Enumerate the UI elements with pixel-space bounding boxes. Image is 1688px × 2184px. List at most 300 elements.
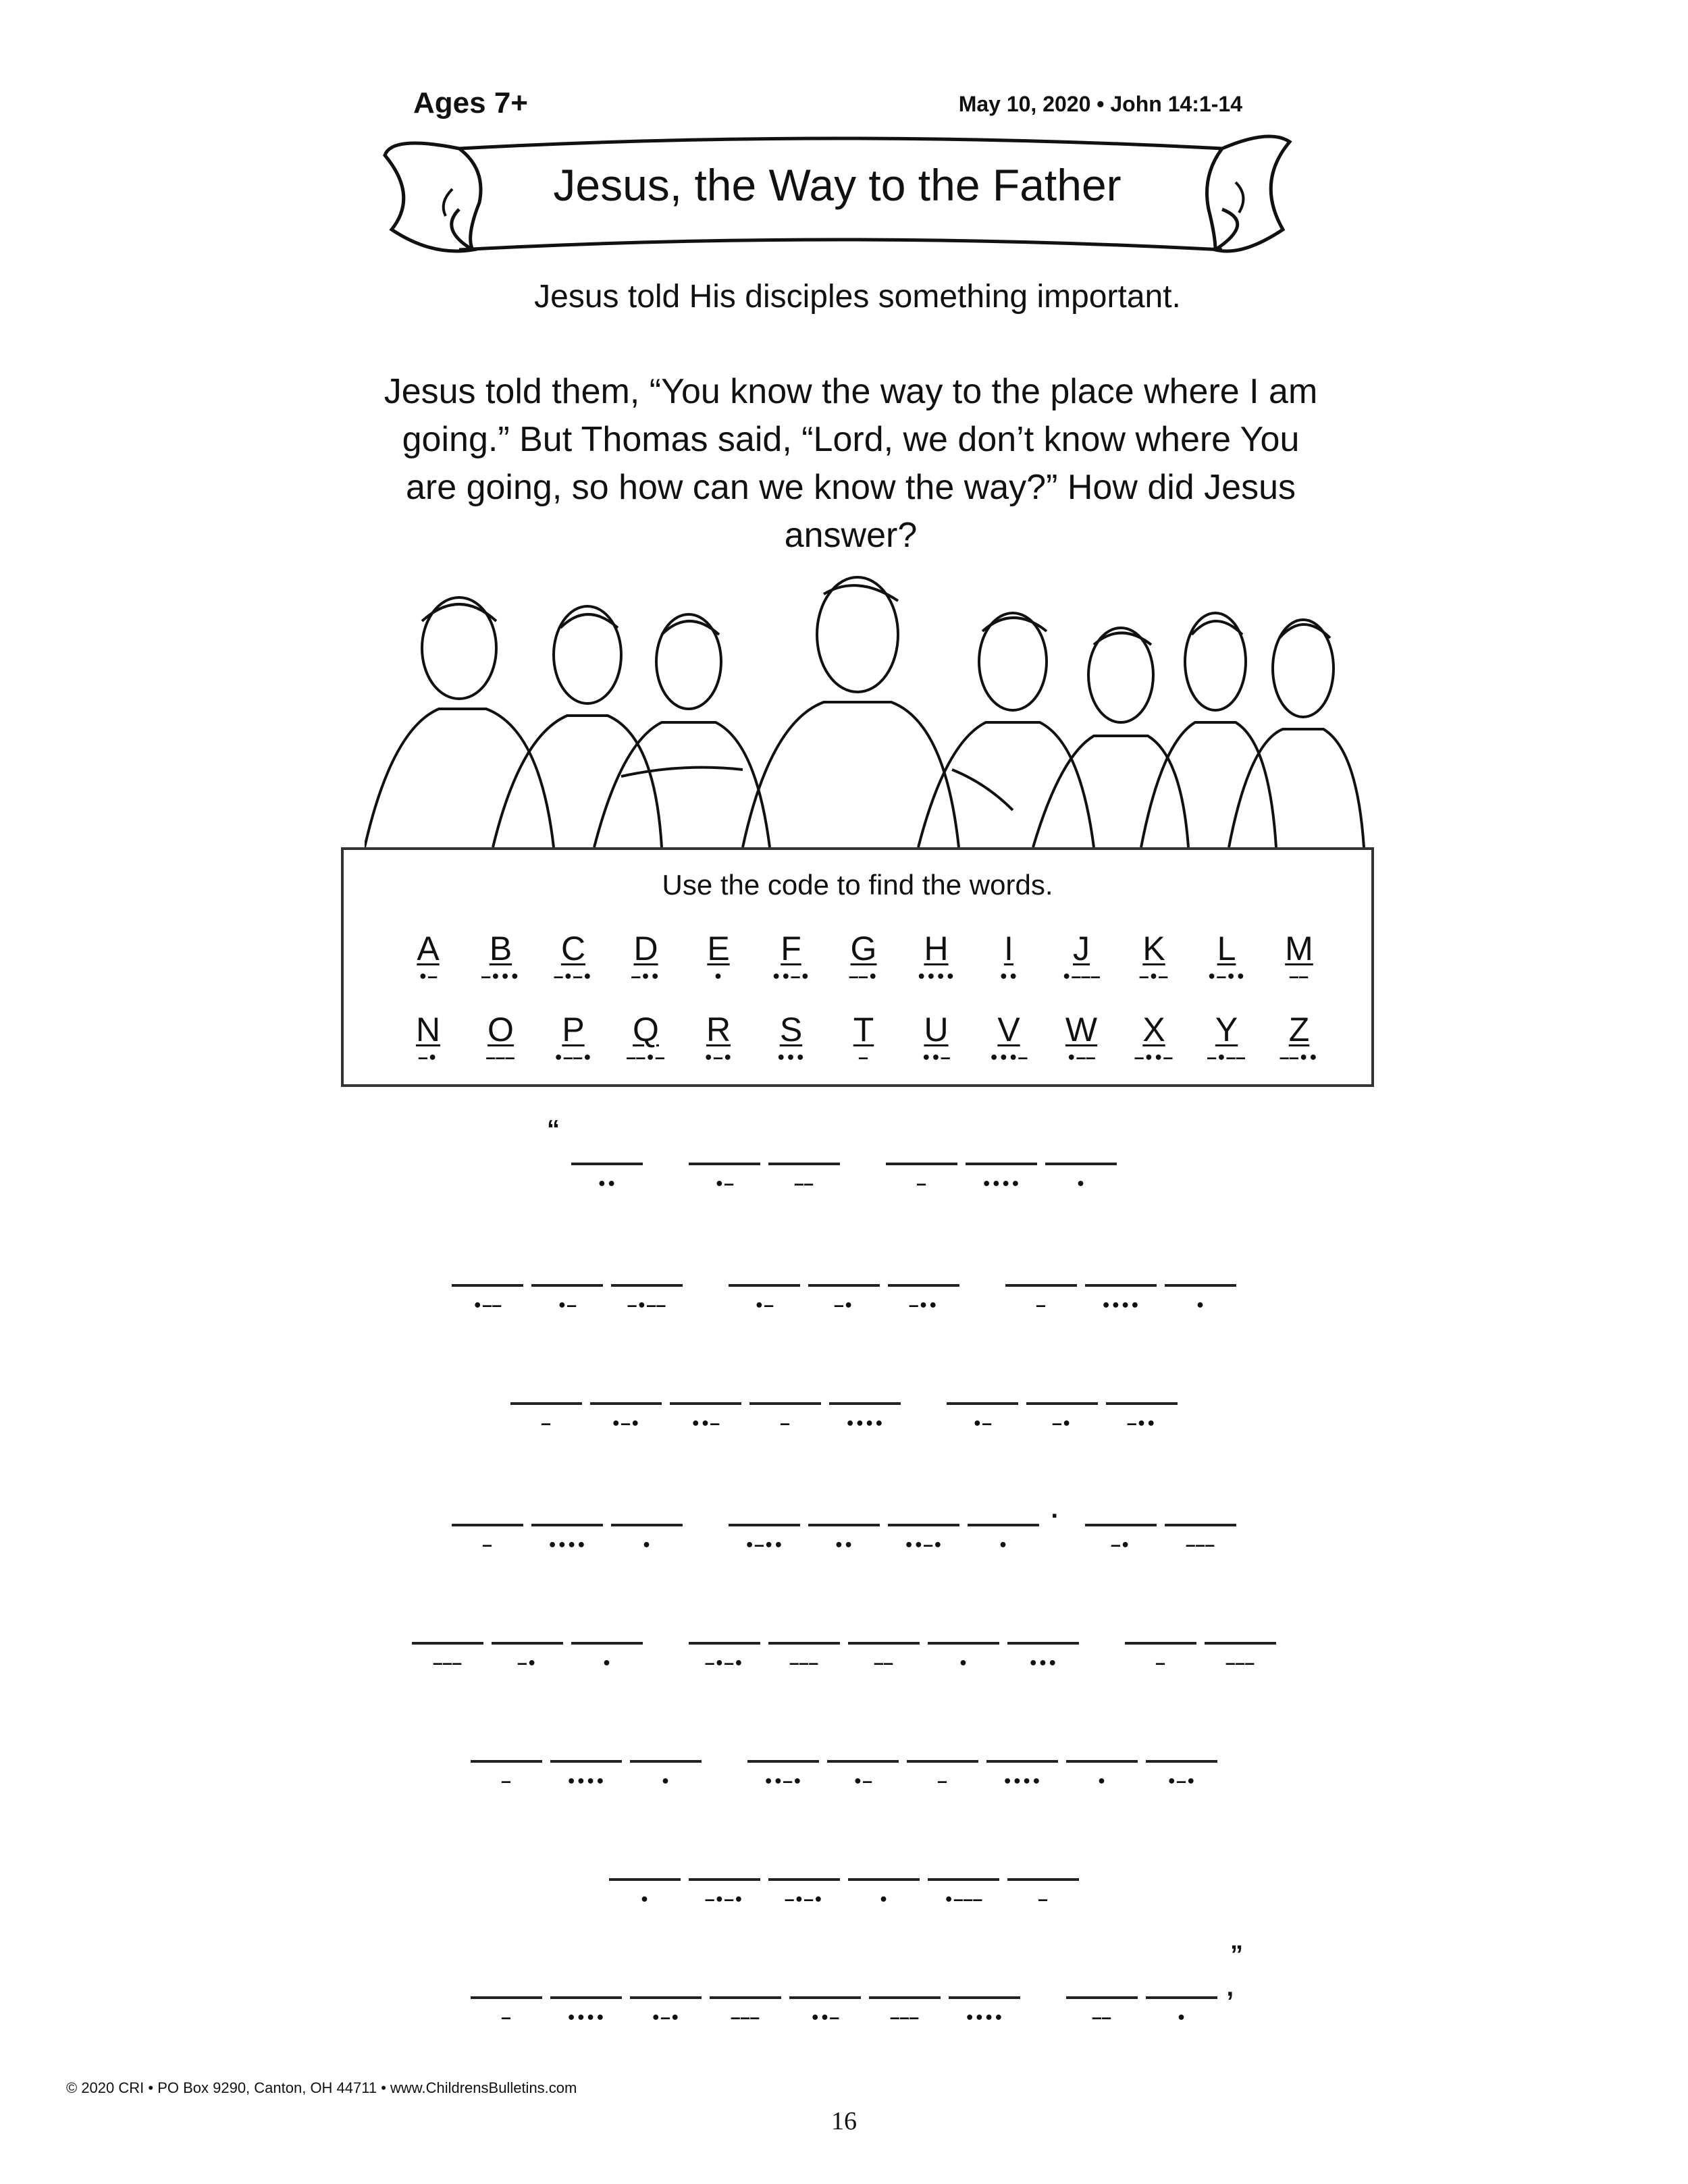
letter-slot <box>968 1495 1039 1554</box>
letter-slot <box>452 1495 523 1554</box>
code-letter: E <box>707 930 730 967</box>
code-symbol: •– <box>418 969 438 986</box>
letter-slot <box>670 1374 741 1433</box>
letter-slot <box>827 1732 899 1790</box>
letter-slot <box>590 1374 662 1433</box>
answer-blank <box>928 1614 999 1645</box>
letter-slot <box>611 1495 683 1554</box>
code-symbol: ••–• <box>772 969 810 986</box>
slot-code: •••• <box>566 2010 606 2027</box>
letter-slot <box>471 1732 542 1790</box>
code-symbol: –•–• <box>554 969 593 986</box>
letter-slot <box>492 1614 563 1672</box>
slot-code: •• <box>597 1176 617 1193</box>
slot-code: •–• <box>651 2010 681 2027</box>
slot-code: • <box>878 1892 889 1909</box>
code-letter: R <box>706 1011 731 1048</box>
code-letter: H <box>924 930 949 967</box>
code-symbol: –• <box>418 1050 438 1067</box>
code-key-x <box>1124 1012 1184 1067</box>
letter-slot <box>471 1968 542 2027</box>
answer-blank <box>689 1614 760 1645</box>
slot-code: • <box>660 1774 671 1790</box>
slot-code: ••– <box>691 1416 720 1433</box>
letter-slot <box>749 1374 821 1433</box>
slot-code: •–•• <box>745 1537 784 1554</box>
slot-code: – <box>482 1537 493 1554</box>
code-key-z <box>1269 1012 1329 1067</box>
code-symbol: •–– <box>1067 1050 1096 1067</box>
puzzle-word <box>724 1256 964 1314</box>
answer-blank <box>1066 1732 1138 1763</box>
code-symbol: –•• <box>631 969 660 986</box>
slot-code: –• <box>1111 1537 1131 1554</box>
answer-blank <box>689 1134 760 1165</box>
letter-slot <box>710 1968 781 2027</box>
answer-blank <box>968 1495 1039 1526</box>
slot-code: –• <box>834 1298 854 1314</box>
slot-code: ––– <box>731 2010 760 2027</box>
letter-slot <box>1066 1968 1138 2027</box>
code-key-n <box>398 1012 458 1067</box>
answer-blank <box>1005 1256 1077 1287</box>
code-symbol: –•– <box>1139 969 1169 986</box>
code-letter: G <box>850 930 877 967</box>
answer-blank <box>907 1732 978 1763</box>
letter-slot <box>768 1134 840 1193</box>
answer-blank <box>1085 1495 1157 1526</box>
answer-blank <box>609 1850 681 1881</box>
slot-code: –•• <box>1127 1416 1157 1433</box>
puzzle-word <box>467 1968 1024 2027</box>
letter-slot <box>571 1134 643 1193</box>
slot-code: •– <box>754 1298 774 1314</box>
answer-blank <box>986 1732 1058 1763</box>
letter-slot <box>1146 1732 1217 1790</box>
code-key-j <box>1051 931 1112 986</box>
code-symbol: ––– <box>486 1050 515 1067</box>
code-letter: Z <box>1288 1011 1310 1048</box>
letter-slot <box>888 1495 959 1554</box>
slot-code: • <box>998 1537 1009 1554</box>
disciples-illustration <box>365 574 1371 851</box>
puzzle-word <box>448 1256 687 1314</box>
code-key-g <box>833 931 894 986</box>
answer-blank <box>768 1614 840 1645</box>
answer-blank <box>689 1850 760 1881</box>
answer-blank <box>452 1495 523 1526</box>
slot-code: •– <box>972 1416 993 1433</box>
letter-slot <box>1125 1614 1196 1672</box>
code-key-c <box>543 931 604 986</box>
letter-slot <box>808 1495 880 1554</box>
code-symbol: •––– <box>1062 969 1101 986</box>
answer-blank <box>789 1968 861 1999</box>
answer-blank <box>729 1256 800 1287</box>
code-key-p <box>543 1012 604 1067</box>
slot-code: •••• <box>1003 1774 1042 1790</box>
letter-slot <box>949 1968 1020 2027</box>
puzzle-word <box>1001 1256 1240 1314</box>
slot-code: –• <box>517 1655 537 1672</box>
letter-slot <box>1026 1374 1098 1433</box>
slot-code: – <box>541 1416 552 1433</box>
letter-slot <box>1005 1256 1077 1314</box>
period-mark: . <box>1051 1495 1058 1524</box>
code-row-n-z <box>398 1012 1329 1067</box>
slot-code: ––– <box>890 2010 920 2027</box>
letter-slot <box>829 1374 901 1433</box>
code-letter: J <box>1073 930 1090 967</box>
answer-blank <box>729 1495 800 1526</box>
answer-blank <box>829 1374 901 1405</box>
puzzle-line-6 <box>0 1732 1688 1790</box>
date-reference: May 10, 2020 • John 14:1-14 <box>958 92 1242 116</box>
answer-blank <box>1165 1256 1236 1287</box>
code-symbol: –•–– <box>1207 1050 1246 1067</box>
letter-slot <box>886 1134 957 1193</box>
letter-slot <box>412 1614 483 1672</box>
slot-code: ••–• <box>904 1537 943 1554</box>
slot-code: • <box>1097 1774 1107 1790</box>
slot-code: –•–• <box>705 1655 744 1672</box>
slot-code: –•–• <box>785 1892 824 1909</box>
answer-blank <box>848 1850 920 1881</box>
slot-code: • <box>958 1655 969 1672</box>
slot-code: – <box>916 1176 927 1193</box>
answer-blank <box>966 1134 1037 1165</box>
puzzle-line-3 <box>0 1374 1688 1433</box>
answer-blank <box>888 1256 959 1287</box>
code-letter: C <box>560 930 586 967</box>
answer-blank <box>947 1374 1018 1405</box>
letter-slot <box>689 1134 760 1193</box>
answer-blank <box>590 1374 662 1405</box>
puzzle-word <box>408 1614 647 1672</box>
answer-blank <box>886 1134 957 1165</box>
answer-blank <box>749 1374 821 1405</box>
letter-slot <box>531 1256 603 1314</box>
slot-code: –•• <box>909 1298 939 1314</box>
answer-blank <box>1007 1850 1079 1881</box>
slot-code: • <box>602 1655 612 1672</box>
code-letter: O <box>487 1011 514 1048</box>
code-key-i <box>978 931 1039 986</box>
code-key-a <box>398 931 458 986</box>
answer-blank <box>1066 1968 1138 1999</box>
letter-slot <box>510 1374 582 1433</box>
letter-slot <box>928 1850 999 1909</box>
letter-slot <box>609 1850 681 1909</box>
slot-code: • <box>639 1892 650 1909</box>
code-key-e <box>688 931 749 986</box>
slot-code: •••• <box>845 1416 885 1433</box>
code-symbol: ••– <box>922 1050 951 1067</box>
slot-code: – <box>1036 1298 1047 1314</box>
answer-blank <box>1106 1374 1178 1405</box>
answer-blank <box>412 1614 483 1645</box>
letter-slot <box>1106 1374 1178 1433</box>
slot-code: •––– <box>944 1892 983 1909</box>
code-key-b <box>471 931 531 986</box>
code-key-r <box>688 1012 749 1067</box>
answer-blank <box>827 1732 899 1763</box>
slot-code: –•–– <box>627 1298 666 1314</box>
page-title: Jesus, the Way to the Father <box>553 160 1122 210</box>
code-symbol: •––• <box>554 1050 593 1067</box>
letter-slot <box>729 1495 800 1554</box>
code-symbol: – <box>858 1050 869 1067</box>
letter-slot <box>689 1850 760 1909</box>
answer-blank <box>808 1495 880 1526</box>
close-quote: ” <box>1230 1941 1243 1969</box>
answer-blank <box>949 1968 1020 1999</box>
puzzle-line-2 <box>0 1256 1688 1314</box>
letter-slot <box>789 1968 861 2027</box>
answer-blank <box>571 1614 643 1645</box>
answer-blank <box>808 1256 880 1287</box>
slot-code: –– <box>874 1655 894 1672</box>
slot-code: •–– <box>473 1298 502 1314</box>
code-key-o <box>471 1012 531 1067</box>
slot-code: ••– <box>810 2010 840 2027</box>
puzzle-word <box>882 1134 1121 1193</box>
code-symbol: –– <box>1289 969 1309 986</box>
answer-blank <box>1045 1134 1117 1165</box>
puzzle-word <box>1121 1614 1280 1672</box>
code-letter: D <box>633 930 658 967</box>
puzzle-word <box>1062 1941 1243 2027</box>
answer-blank <box>550 1732 622 1763</box>
code-letter: F <box>781 930 801 967</box>
slot-code: – <box>501 2010 512 2027</box>
answer-blank <box>928 1850 999 1881</box>
letter-slot <box>571 1614 643 1672</box>
slot-code: •–• <box>611 1416 641 1433</box>
letter-slot <box>1165 1256 1236 1314</box>
code-letter: P <box>562 1011 585 1048</box>
slot-code: –•–• <box>705 1892 744 1909</box>
letter-slot <box>768 1850 840 1909</box>
code-key-v <box>978 1012 1039 1067</box>
code-symbol: –••– <box>1134 1050 1173 1067</box>
code-key-k <box>1124 931 1184 986</box>
slot-code: •••• <box>566 1774 606 1790</box>
code-symbol: • <box>713 969 724 986</box>
code-letter: L <box>1217 930 1236 967</box>
answer-blank <box>471 1732 542 1763</box>
letter-slot <box>1146 1968 1217 2027</box>
puzzle-line-5 <box>0 1614 1688 1672</box>
code-symbol: •–• <box>704 1050 733 1067</box>
question-text: Jesus told them, “You know the way to the place where I am going.” But Thomas said, “Lord, we don’t know where You are going, so how can we know the way?” How did Jesus answer? <box>384 372 1318 555</box>
puzzle-word <box>547 1115 647 1193</box>
page-number: 16 <box>831 2107 857 2135</box>
code-symbol: ––• <box>849 969 878 986</box>
slot-code: • <box>641 1537 652 1554</box>
slot-code: – <box>780 1416 791 1433</box>
code-key-m <box>1269 931 1329 986</box>
letter-slot <box>907 1732 978 1790</box>
answer-blank <box>1007 1614 1079 1645</box>
slot-code: –– <box>794 1176 814 1193</box>
code-symbol: ••• <box>776 1050 806 1067</box>
letter-slot <box>1085 1495 1157 1554</box>
puzzle-word <box>724 1495 1058 1554</box>
letter-slot <box>947 1374 1018 1433</box>
code-letter: N <box>415 1011 441 1048</box>
code-letter: I <box>1004 930 1013 967</box>
code-key-u <box>906 1012 967 1067</box>
slot-code: •– <box>714 1176 735 1193</box>
answer-blank <box>710 1968 781 1999</box>
letter-slot <box>1085 1256 1157 1314</box>
code-symbol: ––•– <box>627 1050 665 1067</box>
answer-blank <box>848 1614 920 1645</box>
code-symbol: ––•• <box>1280 1050 1319 1067</box>
answer-blank <box>888 1495 959 1526</box>
code-symbol: •••• <box>917 969 955 986</box>
letter-slot <box>611 1256 683 1314</box>
letter-slot <box>848 1614 920 1672</box>
answer-blank <box>1146 1732 1217 1763</box>
answer-blank <box>630 1968 702 1999</box>
puzzle-word <box>605 1850 1083 1909</box>
slot-code: –– <box>1092 2010 1112 2027</box>
code-symbol: •–•• <box>1207 969 1246 986</box>
code-letter: B <box>489 930 512 967</box>
puzzle-line-1 <box>0 1115 1688 1193</box>
code-key-s <box>761 1012 822 1067</box>
letter-slot <box>888 1256 959 1314</box>
code-key-t <box>833 1012 894 1067</box>
code-letter: W <box>1065 1011 1098 1048</box>
code-key-l <box>1196 931 1257 986</box>
answer-blank <box>768 1134 840 1165</box>
letter-slot <box>768 1614 840 1672</box>
letter-slot <box>630 1732 702 1790</box>
letter-slot <box>747 1732 819 1790</box>
slot-code: – <box>1038 1892 1049 1909</box>
slot-code: •– <box>557 1298 577 1314</box>
slot-code: •••• <box>965 2010 1004 2027</box>
puzzle-word <box>685 1134 844 1193</box>
answer-blank <box>1085 1256 1157 1287</box>
age-label: Ages 7+ <box>413 86 528 119</box>
code-key-q <box>616 1012 677 1067</box>
slot-code: ––– <box>1225 1655 1255 1672</box>
answer-blank <box>747 1732 819 1763</box>
letter-slot <box>531 1495 603 1554</box>
slot-code: • <box>1195 1298 1206 1314</box>
slot-code: •– <box>853 1774 873 1790</box>
puzzle-word <box>467 1732 706 1790</box>
letter-slot <box>630 1968 702 2027</box>
slot-code: •–• <box>1167 1774 1196 1790</box>
code-letter: U <box>924 1011 949 1048</box>
answer-blank <box>492 1614 563 1645</box>
code-letter: S <box>779 1011 803 1048</box>
answer-blank <box>768 1850 840 1881</box>
code-key-y <box>1196 1012 1257 1067</box>
slot-code: ––– <box>1186 1537 1215 1554</box>
letter-slot <box>808 1256 880 1314</box>
letter-slot <box>1165 1495 1236 1554</box>
letter-slot <box>550 1968 622 2027</box>
code-letter: V <box>997 1011 1020 1048</box>
answer-blank <box>630 1732 702 1763</box>
letter-slot <box>869 1968 941 2027</box>
answer-blank <box>1165 1495 1236 1526</box>
code-key-d <box>616 931 677 986</box>
puzzle-word <box>943 1374 1182 1433</box>
code-key-h <box>906 931 967 986</box>
answer-blank <box>510 1374 582 1405</box>
letter-slot <box>1045 1134 1117 1193</box>
code-symbol: •••– <box>989 1050 1028 1067</box>
puzzle-line-7 <box>0 1850 1688 1909</box>
answer-blank <box>471 1968 542 1999</box>
letter-slot <box>986 1732 1058 1790</box>
slot-code: • <box>1176 2010 1187 2027</box>
slot-code: –• <box>1052 1416 1072 1433</box>
letter-slot <box>1066 1732 1138 1790</box>
letter-slot <box>689 1614 760 1672</box>
code-key-w <box>1051 1012 1112 1067</box>
answer-blank <box>1146 1968 1217 1999</box>
puzzle-line-8 <box>0 1941 1688 2027</box>
code-letter: A <box>417 930 440 967</box>
open-quote: “ <box>547 1115 560 1144</box>
answer-blank <box>531 1495 603 1526</box>
slot-code: •• <box>834 1537 854 1554</box>
code-symbol: •• <box>999 969 1019 986</box>
answer-blank <box>1026 1374 1098 1405</box>
puzzle-word <box>685 1614 1083 1672</box>
puzzle-word <box>506 1374 905 1433</box>
code-letter: K <box>1142 930 1165 967</box>
code-letter: Y <box>1215 1011 1238 1048</box>
answer-blank <box>869 1968 941 1999</box>
letter-slot <box>729 1256 800 1314</box>
code-letter: M <box>1285 930 1313 967</box>
slot-code: • <box>1076 1176 1086 1193</box>
slot-code: – <box>501 1774 512 1790</box>
code-row-a-m <box>398 931 1329 986</box>
slot-code: ––– <box>433 1655 463 1672</box>
letter-slot <box>452 1256 523 1314</box>
code-letter: X <box>1142 1011 1165 1048</box>
slot-code: ––– <box>789 1655 819 1672</box>
slot-code: – <box>937 1774 948 1790</box>
answer-blank <box>611 1495 683 1526</box>
letter-slot <box>1007 1614 1079 1672</box>
code-letter: T <box>853 1011 874 1048</box>
copyright-footer: © 2020 CRI • PO Box 9290, Canton, OH 44711 • www.ChildrensBulletins.com <box>66 2079 577 2096</box>
puzzle-word <box>743 1732 1221 1790</box>
slot-code: ••• <box>1028 1655 1058 1672</box>
code-heading: Use the code to find the words. <box>662 869 1053 901</box>
slot-code: •••• <box>1101 1298 1140 1314</box>
answer-blank <box>571 1134 643 1165</box>
answer-blank <box>1205 1614 1276 1645</box>
answer-blank <box>531 1256 603 1287</box>
letter-slot <box>966 1134 1037 1193</box>
slot-code: •••• <box>548 1537 587 1554</box>
answer-blank <box>611 1256 683 1287</box>
intro-text: Jesus told His disciples something important. <box>534 279 1181 315</box>
code-symbol: –••• <box>481 969 520 986</box>
